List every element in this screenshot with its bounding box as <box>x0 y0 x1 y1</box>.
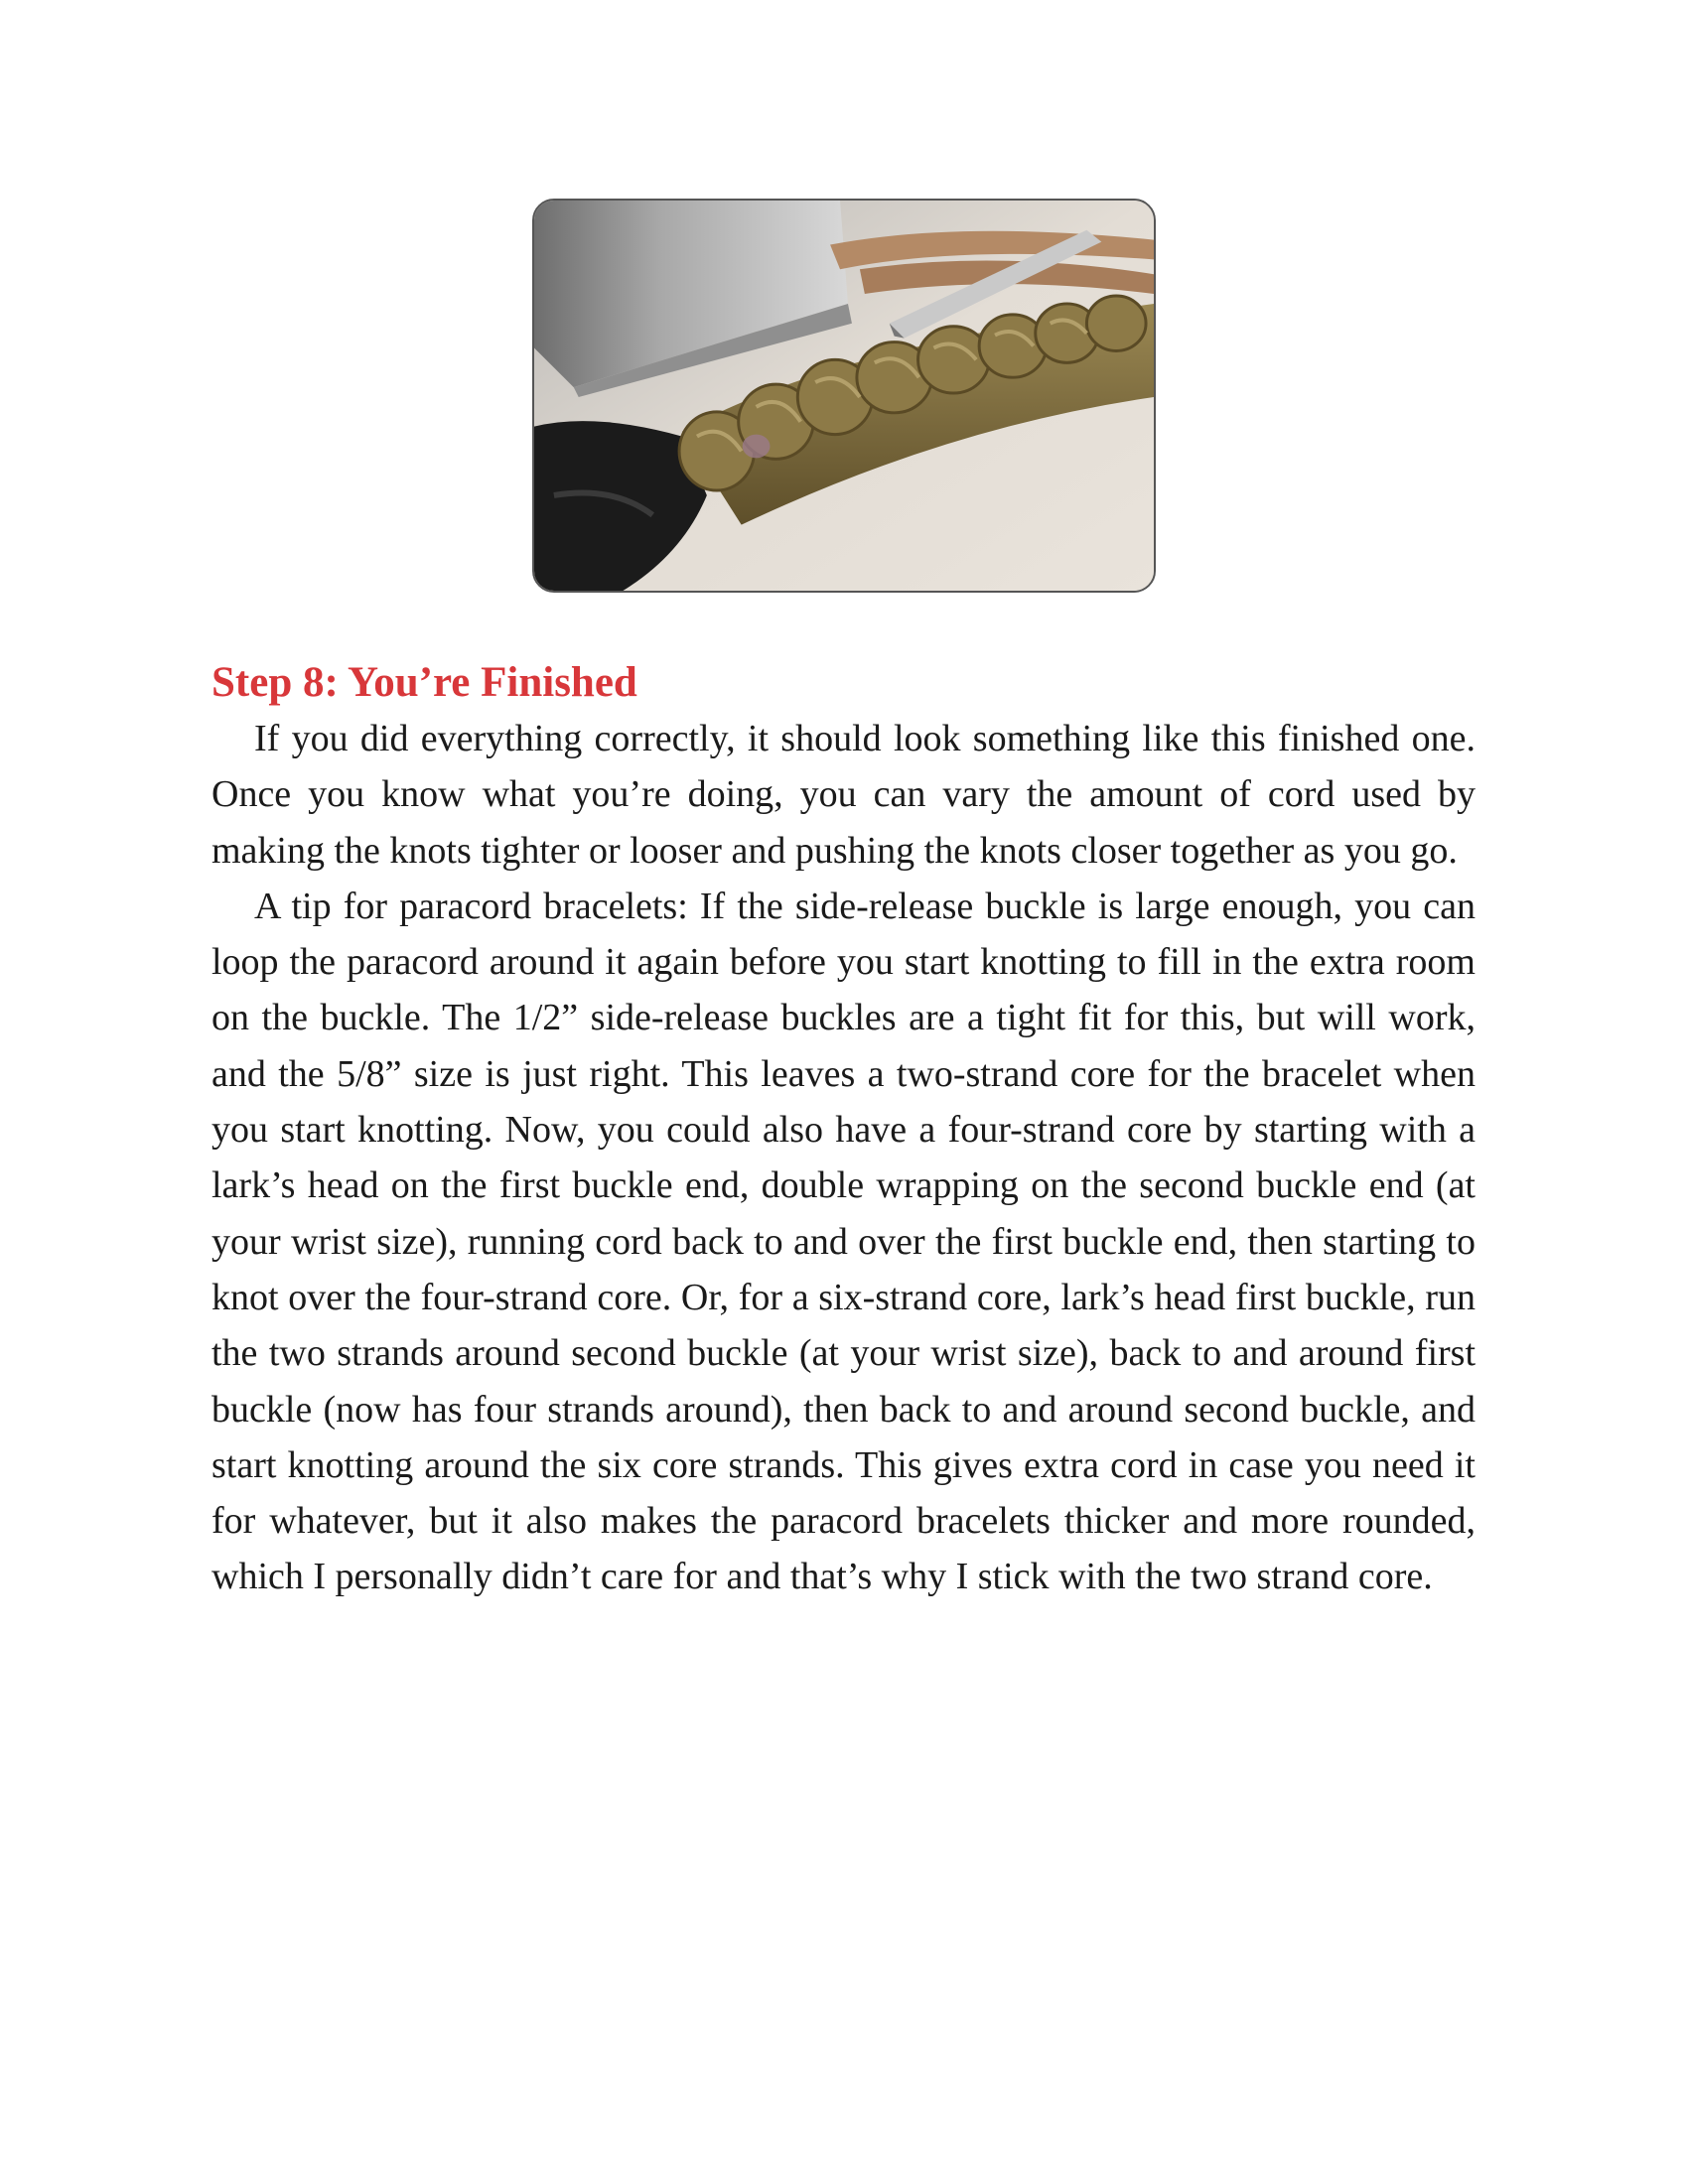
bracelet-photo <box>532 199 1156 593</box>
step-heading: Step 8: You’re Finished <box>211 659 637 706</box>
step-section <box>211 655 1476 1605</box>
paragraph-intro: If you did everything correctly, it should look something like this finished one. Once you know what you’re doing, you can vary the amount of cord used by making the knots tighter or looser and pushing the knots closer together as you go. <box>211 718 1476 872</box>
paragraph-tip: A tip for paracord bracelets: If the side-release buckle is large enough, you can loop the paracord around it again before you start knotting to fill in the extra room on the buckle. The 1/2” side-release buckles are a tight fit for this, but will work, and the 5/8” size is just right. This leaves a two-strand core for the bracelet when you start knotting. Now, you could also have a four-strand core by starting with a lark’s head on the first buckle end, double wrapping on the second buckle end (at your wrist size), running cord back to and over the first buckle end, then starting to knot over the four-strand core. Or, for a six-strand core, lark’s head first buckle, run the two strands around second buckle (at your wrist size), back to and around first buckle (now has four strands around), then back to and around second buckle, and start knotting around the six core strands. This gives extra cord in case you need it for whatever, but it also makes the paracord bracelets thicker and more rounded, which I personally didn’t care for and that’s why I stick with the two strand core. <box>211 885 1476 1598</box>
paracord-bracelet-image <box>534 201 1154 591</box>
